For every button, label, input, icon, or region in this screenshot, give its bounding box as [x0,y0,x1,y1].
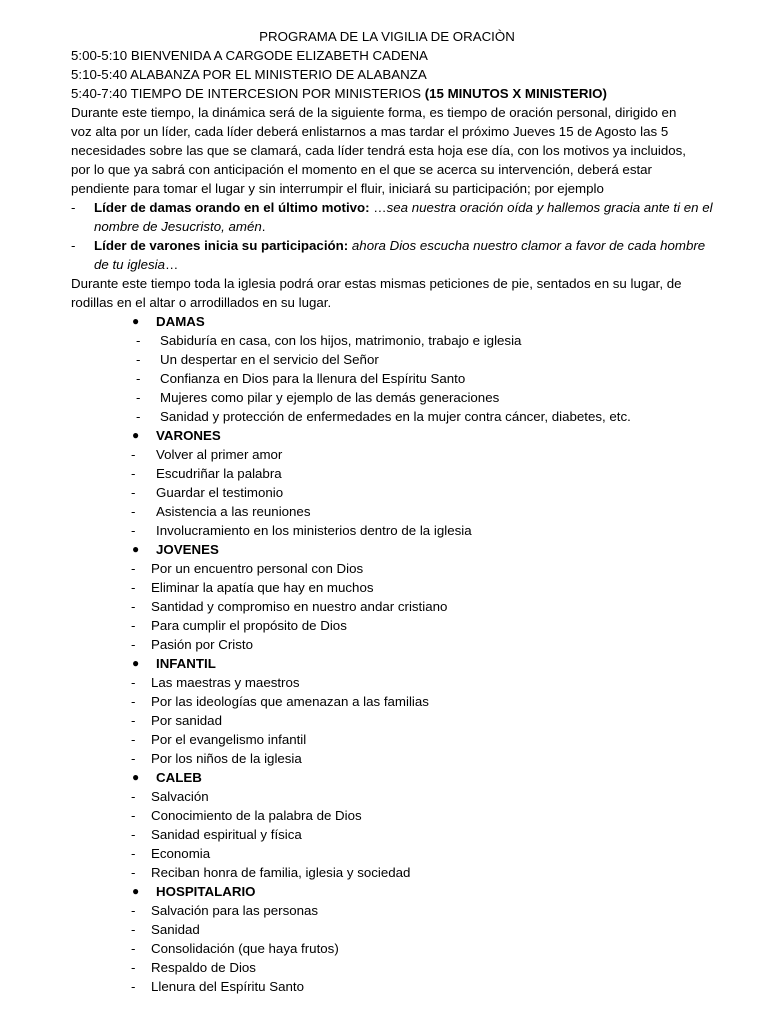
prayer-item [71,578,711,597]
example-item [71,198,711,217]
bullet-icon: ● [132,884,140,898]
dash-marker: - [131,485,136,500]
intro-line: voz alta por un líder, cada líder deberá enlistarnos a mas tardar el próximo Jueves 15 de Agosto las 5 [71,124,669,139]
bullet-icon: ● [132,656,140,670]
prayer-item-text: Santidad y compromiso en nuestro andar cristiano [151,599,448,614]
dash-marker: - [131,466,136,481]
dash-marker: - [131,846,136,861]
prayer-item-text: Sanidad y protección de enfermedades en la mujer contra cáncer, diabetes, etc. [160,409,631,424]
prayer-item-text: Respaldo de Dios [151,960,256,975]
example-tail: . [261,219,266,234]
prayer-item [71,863,711,882]
prayer-item-text: Conocimiento de la palabra de Dios [151,808,362,823]
prayer-item [71,502,711,521]
ministry-heading [71,768,711,787]
prayer-item-text: Volver al primer amor [156,447,283,462]
prayer-item [71,521,711,540]
bullet-icon: ● [132,428,140,442]
intro-line: Durante este tiempo, la dinámica será de la siguiente forma, es tiempo de oración personal, dirigido en [71,105,677,120]
ministry-heading [71,882,711,901]
prayer-item [71,369,711,388]
dash-marker: - [131,694,136,709]
ministries-list [71,312,711,996]
dash-marker: - [131,713,136,728]
ministry-heading [71,654,711,673]
prayer-item-text: Consolidación (que haya frutos) [151,941,339,956]
prayer-item [71,692,711,711]
dash-marker: - [71,238,76,253]
closing-line: Durante este tiempo toda la iglesia podrá orar estas mismas peticiones de pie, sentados en su lugar, de [71,276,682,291]
dash-marker: - [131,808,136,823]
prayer-item [71,939,711,958]
dash-marker: - [136,390,141,405]
prayer-item [71,331,711,350]
prayer-item [71,958,711,977]
ministry-heading [71,426,711,445]
dash-marker: - [131,827,136,842]
prayer-item [71,445,711,464]
example-tail: … [164,257,179,272]
schedule-item: 5:10-5:40 ALABANZA POR EL MINISTERIO DE ALABANZA [71,67,427,82]
example-prayer: nombre de Jesucristo, amén [94,219,262,234]
ministry-name: JOVENES [156,542,219,557]
prayer-item-text: Sanidad [151,922,200,937]
schedule-item: 5:00-5:10 BIENVENIDA A CARGODE ELIZABETH CADENA [71,48,428,63]
prayer-item-text: Por los niños de la iglesia [151,751,302,766]
prayer-item-text: Sanidad espiritual y física [151,827,302,842]
dash-marker: - [131,960,136,975]
prayer-item-text: Economia [151,846,211,861]
prayer-item [71,388,711,407]
intro-line: necesidades sobre las que se clamará, cada líder tendrá esta hoja ese día, con los motivos ya incluidos, [71,143,686,158]
example-speaker: Líder de damas orando en el último motivo: [94,200,370,215]
example-prayer: de tu iglesia [94,257,165,272]
prayer-item-text: Pasión por Cristo [151,637,253,652]
prayer-item [71,635,711,654]
prayer-item [71,350,711,369]
bullet-icon: ● [132,770,140,784]
prayer-item-text: Reciban honra de familia, iglesia y sociedad [151,865,411,880]
example-prayer: sea nuestra oración oída y hallemos gracia ante ti en el [386,200,713,215]
intro-line: por lo que ya sabrá con anticipación el momento en el que se acerca su intervención, deberá estar [71,162,652,177]
prayer-item-text: Mujeres como pilar y ejemplo de las demás generaciones [160,390,500,405]
ministry-name: CALEB [156,770,202,785]
prayer-item [71,787,711,806]
prayer-item [71,920,711,939]
dash-marker: - [136,333,141,348]
prayer-item [71,730,711,749]
dash-marker: - [136,371,141,386]
ministry-name: VARONES [156,428,221,443]
prayer-item [71,597,711,616]
dash-marker: - [131,637,136,652]
example-item-continued [71,217,711,236]
dash-marker: - [131,732,136,747]
ministry-name: HOSPITALARIO [156,884,256,899]
dash-marker: - [131,903,136,918]
bullet-icon: ● [132,542,140,556]
example-speaker: Líder de varones inicia su participación: [94,238,349,253]
prayer-item-text: Eliminar la apatía que hay en muchos [151,580,374,595]
schedule-duration: (15 MINUTOS X MINISTERIO) [424,86,607,101]
ministry-name: INFANTIL [156,656,216,671]
example-item [71,236,711,255]
ministry-heading [71,312,711,331]
prayer-item-text: Por un encuentro personal con Dios [151,561,364,576]
closing-line: rodillas en el altar o arrodillados en su lugar. [71,295,332,310]
dash-marker: - [131,580,136,595]
prayer-item [71,464,711,483]
example-prayer: ahora Dios escucha nuestro clamor a favor de cada hombre [351,238,706,253]
prayer-item [71,559,711,578]
prayer-item [71,749,711,768]
schedule-text: 5:40-7:40 TIEMPO DE INTERCESION POR MINISTERIOS [71,86,425,101]
prayer-item [71,711,711,730]
dash-marker: - [131,922,136,937]
dash-marker: - [131,941,136,956]
prayer-item-text: Confianza en Dios para la llenura del Espíritu Santo [160,371,466,386]
dash-marker: - [131,599,136,614]
prayer-item [71,616,711,635]
prayer-item [71,673,711,692]
dash-marker: - [131,618,136,633]
prayer-item [71,901,711,920]
dash-marker: - [136,409,141,424]
prayer-item [71,844,711,863]
prayer-item [71,977,711,996]
dash-marker: - [131,675,136,690]
prayer-item-text: Por las ideologías que amenazan a las familias [151,694,429,709]
document-title: PROGRAMA DE LA VIGILIA DE ORACIÒN [259,29,515,44]
prayer-item-text: Asistencia a las reuniones [156,504,311,519]
prayer-item-text: Por sanidad [151,713,222,728]
document-page [71,27,711,996]
prayer-item-text: Un despertar en el servicio del Señor [160,352,379,367]
prayer-item-text: Las maestras y maestros [151,675,300,690]
prayer-item [71,483,711,502]
prayer-item [71,825,711,844]
prayer-item-text: Por el evangelismo infantil [151,732,307,747]
prayer-item-text: Salvación para las personas [151,903,319,918]
prayer-item-text: Salvación [151,789,209,804]
prayer-item-text: Escudriñar la palabra [156,466,282,481]
dash-marker: - [131,447,136,462]
prayer-item [71,407,711,426]
prayer-item-text: Sabiduría en casa, con los hijos, matrimonio, trabajo e iglesia [160,333,522,348]
ministry-heading [71,540,711,559]
prayer-item-text: Involucramiento en los ministerios dentro de la iglesia [156,523,472,538]
ministry-name: DAMAS [156,314,205,329]
dash-marker: - [131,561,136,576]
schedule-item [71,84,711,103]
dash-marker: - [131,865,136,880]
prayer-item-text: Llenura del Espíritu Santo [151,979,305,994]
dash-marker: - [131,504,136,519]
dash-marker: - [136,352,141,367]
dash-marker: - [71,200,76,215]
dash-marker: - [131,751,136,766]
intro-line: pendiente para tomar el lugar y sin interrumpir el fluir, iniciará su participación; por ejemplo [71,181,604,196]
bullet-icon: ● [132,314,140,328]
prayer-item-text: Guardar el testimonio [156,485,284,500]
prayer-item-text: Para cumplir el propósito de Dios [151,618,347,633]
dash-marker: - [131,979,136,994]
example-lead: … [369,200,387,215]
prayer-item [71,806,711,825]
dash-marker: - [131,789,136,804]
dash-marker: - [131,523,136,538]
example-item-continued [71,255,711,274]
